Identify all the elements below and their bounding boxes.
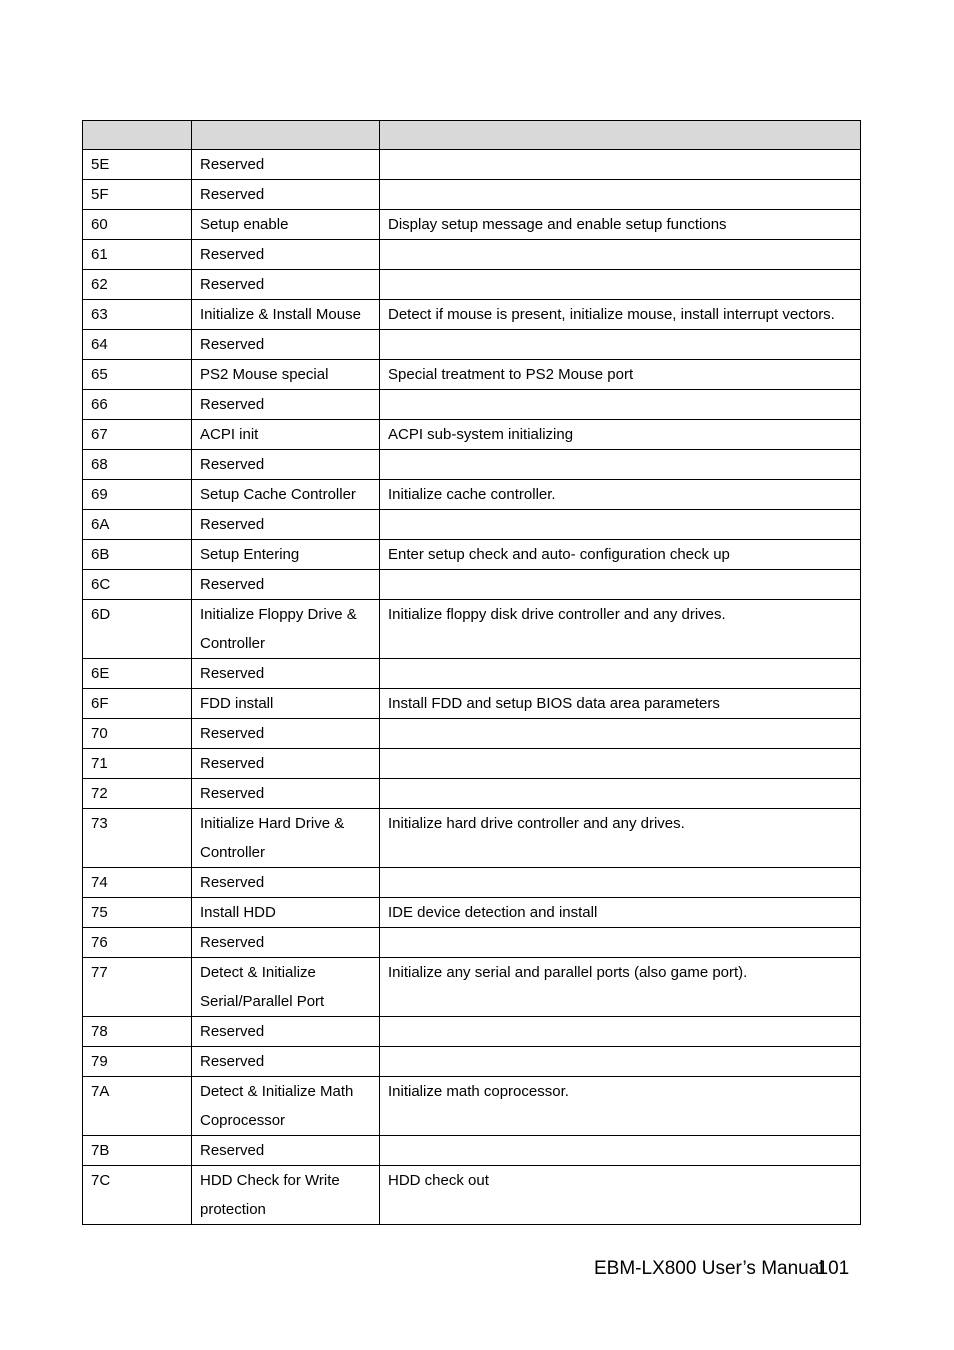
cell-description (380, 450, 861, 480)
table-row (83, 360, 861, 390)
table-row (83, 390, 861, 420)
table-row (83, 719, 861, 749)
cell-name: HDD Check for Write protection (192, 1166, 380, 1225)
cell-description: Initialize cache controller. (380, 480, 861, 510)
cell-description: Initialize math coprocessor. (380, 1077, 861, 1136)
cell-name: Reserved (192, 270, 380, 300)
header-cell-code (83, 121, 192, 150)
cell-description: HDD check out (380, 1166, 861, 1225)
cell-description (380, 330, 861, 360)
table-row (83, 600, 861, 659)
table-row (83, 928, 861, 958)
cell-description: Detect if mouse is present, initialize mouse, install interrupt vectors. (380, 300, 861, 330)
cell-description (380, 1047, 861, 1077)
cell-code: 7A (83, 1077, 192, 1136)
cell-description: Display setup message and enable setup functions (380, 210, 861, 240)
table-row (83, 450, 861, 480)
table-row (83, 180, 861, 210)
cell-code: 67 (83, 420, 192, 450)
cell-description (380, 180, 861, 210)
cell-description (380, 510, 861, 540)
cell-code: 77 (83, 958, 192, 1017)
cell-code: 63 (83, 300, 192, 330)
cell-name: Install HDD (192, 898, 380, 928)
cell-description (380, 1136, 861, 1166)
cell-code: 6D (83, 600, 192, 659)
cell-description: Special treatment to PS2 Mouse port (380, 360, 861, 390)
cell-description: Enter setup check and auto- configuration check up (380, 540, 861, 570)
cell-code: 66 (83, 390, 192, 420)
table-row (83, 300, 861, 330)
cell-description (380, 150, 861, 180)
cell-code: 65 (83, 360, 192, 390)
table-row (83, 420, 861, 450)
cell-description: Initialize any serial and parallel ports (also game port). (380, 958, 861, 1017)
cell-description (380, 390, 861, 420)
cell-name: Reserved (192, 659, 380, 689)
cell-name: Reserved (192, 180, 380, 210)
cell-code: 64 (83, 330, 192, 360)
cell-name: Reserved (192, 1047, 380, 1077)
table-row (83, 1136, 861, 1166)
cell-code: 76 (83, 928, 192, 958)
table-row (83, 898, 861, 928)
table-row (83, 570, 861, 600)
table-row (83, 510, 861, 540)
cell-code: 74 (83, 868, 192, 898)
table-row (83, 689, 861, 719)
cell-name: Reserved (192, 330, 380, 360)
cell-code: 60 (83, 210, 192, 240)
cell-name: Reserved (192, 510, 380, 540)
table-row (83, 1077, 861, 1136)
cell-code: 70 (83, 719, 192, 749)
cell-name: Reserved (192, 450, 380, 480)
cell-name: Detect & Initialize Math Coprocessor (192, 1077, 380, 1136)
table-row (83, 659, 861, 689)
cell-name: Initialize & Install Mouse (192, 300, 380, 330)
table-header-row (83, 121, 861, 150)
cell-name: Reserved (192, 240, 380, 270)
cell-name: Reserved (192, 1136, 380, 1166)
table-row (83, 1047, 861, 1077)
cell-code: 5E (83, 150, 192, 180)
cell-code: 69 (83, 480, 192, 510)
cell-name: Reserved (192, 1017, 380, 1047)
table-row (83, 540, 861, 570)
cell-code: 68 (83, 450, 192, 480)
cell-code: 78 (83, 1017, 192, 1047)
cell-code: 7C (83, 1166, 192, 1225)
cell-code: 6B (83, 540, 192, 570)
cell-description (380, 240, 861, 270)
cell-name: Reserved (192, 390, 380, 420)
page-number: 101 (817, 1258, 850, 1279)
cell-description (380, 570, 861, 600)
page-footer (594, 1258, 849, 1280)
cell-description (380, 270, 861, 300)
cell-code: 75 (83, 898, 192, 928)
table-row (83, 1166, 861, 1225)
table-row (83, 809, 861, 868)
manual-title: EBM-LX800 User’s Manual (594, 1258, 824, 1279)
cell-description: Install FDD and setup BIOS data area parameters (380, 689, 861, 719)
table-row (83, 330, 861, 360)
cell-code: 6A (83, 510, 192, 540)
cell-name: Reserved (192, 150, 380, 180)
cell-name: Initialize Floppy Drive & Controller (192, 600, 380, 659)
table-row (83, 749, 861, 779)
table-row (83, 150, 861, 180)
cell-name: Reserved (192, 928, 380, 958)
cell-name: Setup Cache Controller (192, 480, 380, 510)
cell-description (380, 1017, 861, 1047)
cell-code: 79 (83, 1047, 192, 1077)
cell-name: Setup enable (192, 210, 380, 240)
cell-code: 71 (83, 749, 192, 779)
table-row (83, 958, 861, 1017)
header-cell-description (380, 121, 861, 150)
cell-code: 6E (83, 659, 192, 689)
cell-code: 73 (83, 809, 192, 868)
cell-name: Reserved (192, 719, 380, 749)
cell-description (380, 719, 861, 749)
cell-description: ACPI sub-system initializing (380, 420, 861, 450)
cell-description (380, 749, 861, 779)
cell-description: Initialize hard drive controller and any drives. (380, 809, 861, 868)
table-row (83, 240, 861, 270)
cell-description (380, 868, 861, 898)
table-row (83, 210, 861, 240)
cell-name: Setup Entering (192, 540, 380, 570)
cell-name: ACPI init (192, 420, 380, 450)
cell-code: 61 (83, 240, 192, 270)
cell-description: IDE device detection and install (380, 898, 861, 928)
cell-code: 6F (83, 689, 192, 719)
header-cell-name (192, 121, 380, 150)
cell-code: 6C (83, 570, 192, 600)
table-row (83, 868, 861, 898)
table-row (83, 480, 861, 510)
post-code-table (82, 120, 861, 1225)
cell-name: PS2 Mouse special (192, 360, 380, 390)
cell-name: Reserved (192, 570, 380, 600)
cell-name: Reserved (192, 779, 380, 809)
cell-description: Initialize floppy disk drive controller and any drives. (380, 600, 861, 659)
cell-code: 5F (83, 180, 192, 210)
cell-description (380, 659, 861, 689)
cell-name: Detect & Initialize Serial/Parallel Port (192, 958, 380, 1017)
cell-code: 62 (83, 270, 192, 300)
cell-code: 7B (83, 1136, 192, 1166)
cell-name: Initialize Hard Drive & Controller (192, 809, 380, 868)
cell-name: Reserved (192, 868, 380, 898)
cell-name: FDD install (192, 689, 380, 719)
table-row (83, 779, 861, 809)
cell-description (380, 928, 861, 958)
cell-description (380, 779, 861, 809)
table-row (83, 1017, 861, 1047)
table-row (83, 270, 861, 300)
cell-code: 72 (83, 779, 192, 809)
cell-name: Reserved (192, 749, 380, 779)
